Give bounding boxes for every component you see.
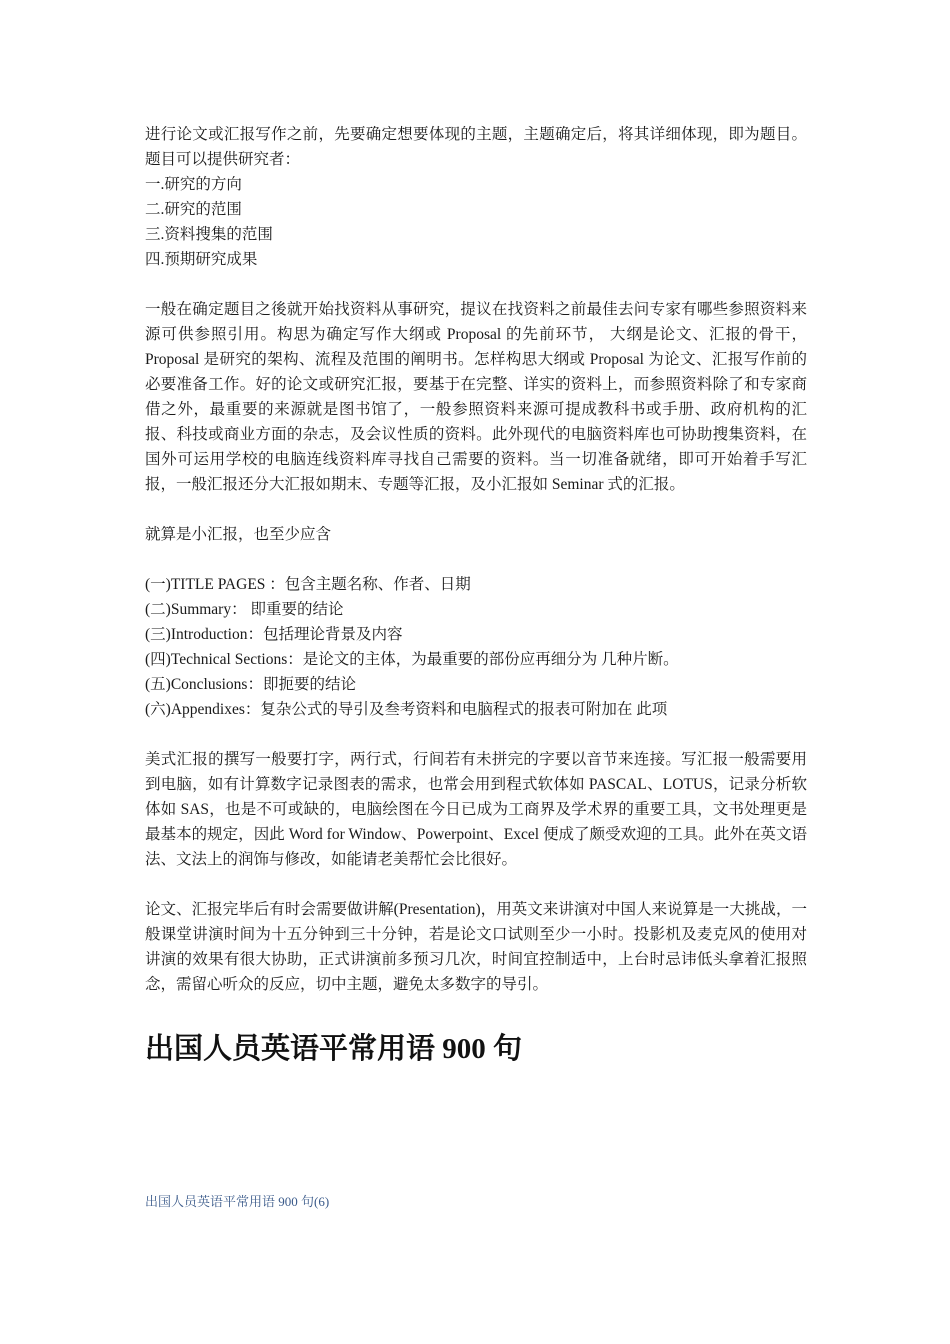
section-item: (三)Introduction：包括理论背景及内容 (145, 626, 403, 643)
paragraph-spacer (145, 497, 807, 522)
section-item: (二)Summary： 即重要的结论 (145, 601, 344, 618)
list-item: 一.研究的方向 (145, 176, 242, 193)
paragraph-spacer (145, 722, 807, 747)
section-item: (六)Appendixes：复杂公式的导引及叁考资料和电脑程式的报表可附加在 此项 (145, 701, 668, 718)
presentation-paragraph: 论文、汇报完毕后有时会需要做讲解(Presentation)，用英文来讲演对中国人来说算是一大挑战，一般课堂讲演时间为十五分钟到三十分钟，若是论文口试则至少一小时。投影机及麦克风的使用对讲演的效果有很大协助，正式讲演前多预习几次，时间宜控制适中，上台时忌讳低头拿着汇报照念，需留心听众的反应，切中主题，避免太多数字的导引。 (145, 901, 807, 993)
list-item: 三.资料搜集的范围 (145, 226, 273, 243)
page-heading: 出国人员英语平常用语 900 句 (145, 1033, 523, 1065)
typing-paragraph: 美式汇报的撰写一般要打字，两行式，行间若有未拼完的字要以音节来连接。写汇报一般需要用到电脑，如有计算数字记录图表的需求，也常会用到程式软体如 PASCAL、LOTUS，记录分析软体如 SAS，也是不可或缺的，电脑绘图在今日已成为工商界及学术界的重要工具，文书处理更是最基本的规定，因此 Word for Window、Powerpoint、Excel 便成了颇受欢迎的工具。此外在英文语法、文法上的润饰与修改，如能请老美帮忙会比很好。 (145, 751, 807, 868)
section-item: (四)Technical Sections：是论文的主体，为最重要的部份应再细分为 几种片断。 (145, 651, 679, 668)
intro-paragraph: 进行论文或汇报写作之前，先要确定想要体现的主题，主题确定后，将其详细体现，即为题目。题目可以提供研究者： (145, 126, 807, 168)
section-item: (五)Conclusions：即扼要的结论 (145, 676, 356, 693)
paragraph-spacer (145, 872, 807, 897)
subtitle: 出国人员英语平常用语 900 句(6) (145, 1194, 330, 1209)
list-item: 二.研究的范围 (145, 201, 242, 218)
paragraph-spacer (145, 547, 807, 572)
document-body (145, 122, 807, 1069)
small-report-intro: 就算是小汇报，也至少应含 (145, 526, 332, 543)
research-paragraph: 一般在确定题目之後就开始找资料从事研究，提议在找资料之前最佳去问专家有哪些参照资料来源可供参照引用。构思为确定写作大纲或 Proposal 的先前环节， 大纲是论文、汇报的骨干， Proposal 是研究的架构、流程及范围的阐明书。怎样构思大纲或 Proposal 为论文、汇报写作前的必要准备工作。好的论文或研究汇报，要基于在完整、详实的资料上，而参照资料除了和专家商借之外，最重要的来源就是图书馆了，一般参照资料来源可提成教科书或手册、政府机构的汇报、科技或商业方面的杂志，及会议性质的资料。此外现代的电脑资料库也可协助搜集资料，在国外可运用学校的电脑连线资料库寻找自己需要的资料。当一切准备就绪，即可开始着手写汇报，一般汇报还分大汇报如期末、专题等汇报，及小汇报如 Seminar 式的汇报。 (145, 301, 807, 493)
paragraph-spacer (145, 272, 807, 297)
list-item: 四.预期研究成果 (145, 251, 258, 268)
section-item: (一)TITLE PAGES ：包含主题名称、作者、日期 (145, 576, 471, 593)
